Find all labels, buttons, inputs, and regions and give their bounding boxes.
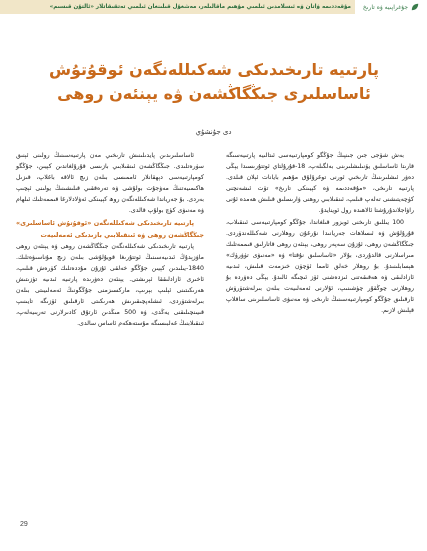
paragraph: 100 يىللىق تارىخنى ئوبزور قىلغاندا، جۇڭگو كومپارتىيەسى ئىنقىلاب، قۇرۇلۇش ۋە ئىسلاھات جەريانىدا نۇرغۇن روھلارنى شەكىللەندۈردى. جىڭگاڭشەن روھى، ئۇزۇن سەپەر روھى، يېنئەن روھى قاتارلىق قىممەتلىك مىراسلارنى قالدۇردى، بۇلار «ئاساسلىق نۇقتا» ۋە «مەنىۋى تۈۋرۈك» ھېسابلىنىدۇ. بۇ روھلار خەلق ئامما ئۈچۈن خىزمەت قىلىش، ئىدىيە ئازادلىقى ۋە ھەقىقەتنى ئىزدەشنى ئۆز ئىچىگە ئالىدۇ. يېڭى دەۋردە بۇ روھلارنى چوڭقۇر چۈشىنىپ، ئۇلارنى ئەمەلىيەت بىلەن بىرلەشتۈرۈش ئارقىلىق جۇڭگو كومپارتىيەسىنىڭ تارىخى ۋە مەنىۋى ئاساسلىرىنى ساقلاپ قېلىش لازىم. [226,218,414,315]
page-number: 29 [20,521,28,528]
running-header [0,0,427,14]
body-column-left [16,150,204,329]
journal-brand [355,0,427,14]
article-author: دى جۇنشۇي [195,128,232,136]
running-head-text: مۇقەددىمە ۋاتان ۋە ئىسلامدىن ئىلمىي مۇھىم ماقالىلەر، مەشغۇل قىلىنغان ئىلمىي تەتقىقاتلار «ئالتۇن قىسىم» [49,4,351,10]
article-title: پارتىيە تارىخىدىكى شەكىللەنگەن ئوقۇتۇش ئاساسلىرى جىڭگاڭشەن ۋە يېنئەن روھى [48,60,380,103]
leaf-icon [411,3,419,11]
section-subheading: پارتىيە تارىخىدىكى شەكىللەنگەن «ئوقۇتۇش ئاساسلىرى» جىڭگاڭشەن روھى ۋە ئىنقىلابىي بازىدىكى ئەمەلىيەت [16,218,204,239]
paragraph: ئاساسلىرىدىن پايدىلىنىش تارىخىي مەن پارتىيەسىنىڭ رولىنى ئېنىق سۈرەتلىدى. جىڭگاڭشەن ئىنقىلابىي بازىسى قۇرۇلغاندىن كېيىن، جۇڭگو كومپارتىيەسى دېھقانلار ئاممىسى بىلەن زىچ ئالاقە باغلاپ، قىزىل ھاكىمىيەتنىڭ مەۋجۇت بولۇشى ۋە تەرەققىي قىلىشىنىڭ يولىنى ئېچىپ بەردى. بۇ جەرياندا شەكىللەنگەن روھ كېيىنكى ئەۋلادلارغا قىممەتلىك ئىلھام ۋە مەنىۋى كۈچ بولۇپ قالدى. [16,152,204,215]
paragraph: بەش شۆجى جىن جىنپىڭ جۇڭگو كومپارتىيەسى ئىتالىيە پارتىيەسىگە قارىتا ئاساسلىق يۆنىلىشلىرىنى بەلگىلەپ، 18-قۇرۇلتاي ئوتتۇرىسىدا يېڭى دەۋر ئىشلىرىنىڭ تارىخىي ئورنى توغرۇلۇق مۇھىم بايانات ئېلان قىلدى. پارتىيە تارىخى، «مۇقەددىمە ۋە كېيىنكى تارىخ» تۆت ئىشەنچنى كۈچەيتىشنى تەلەپ قىلىپ، ئىنقىلابىي روھنى ۋارىسلىق قىلىش ھەمدە ئۇنى راۋاجلاندۇرۇشتا ئالاھىدە رول ئوينايدۇ. [226,152,414,215]
running-head-band [0,0,355,14]
paragraph: پارتىيە تارىخىدىكى شەكىللەنگەن جىڭگاڭشەن روھى ۋە يېنئەن روھى ماۋزېدۇڭ ئىدىيەسىنىڭ ئوتتۇرىغا قويۇلۇشى بىلەن زىچ مۇناسىۋەتلىك. 1840-يىلىدىن كېيىن جۇڭگو خەلقى ئۇزۇن مۇددەتلىك كۈرەش قىلىپ، ئاخىرى ئازادلىققا ئېرىشتى. يېنئەن دەۋرىدە پارتىيە ئىدىيە تۈزىتىش ھەرىكىتىنى ئېلىپ بېرىپ، ماركسىزمنى جۇڭگونىڭ ئەمەلىيىتى بىلەن بىرلەشتۈردى، ئىشلەپچىقىرىش ھەرىكىتى ئارقىلىق ئۆزىگە تايىنىپ قىيىنچىلىقنى يەڭدى، ۋە 500 مىڭدىن ئارتۇق كادىرلارنى تەربىيەلەپ، ئىنقىلابنىڭ غەلبىسىگە مۇستەھكەم ئاساس سالدى. [16,242,205,328]
journal-brand-label: جۇغراپىيە ۋە تارىخ [362,3,409,11]
body-column-right [226,150,414,316]
